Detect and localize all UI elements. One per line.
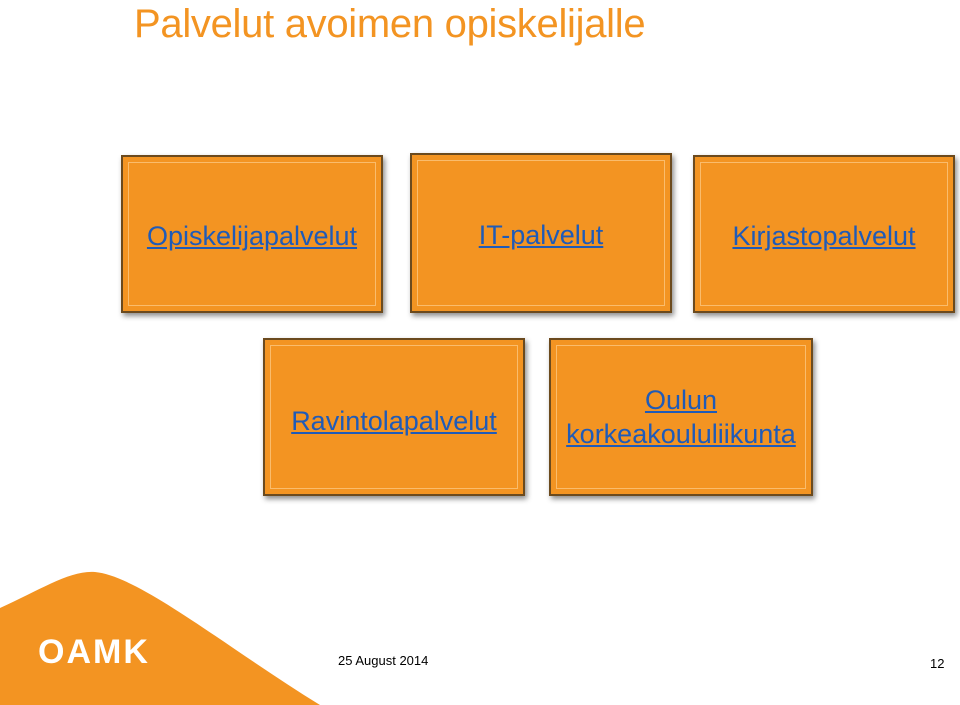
link-korkeakoululiikunta[interactable]	[566, 383, 796, 451]
tile-kirjastopalvelut[interactable]	[693, 155, 955, 313]
tile-label: Opiskelijapalvelut	[146, 221, 358, 251]
oamk-logo: OAMK	[38, 633, 150, 671]
tile-label: Kirjastopalvelut	[732, 221, 916, 251]
tile-opiskelijapalvelut[interactable]	[121, 155, 383, 313]
tile-label-line-1: Oulun	[644, 385, 718, 415]
tile-label-line-2: korkeakoululiikunta	[566, 419, 796, 449]
tile-ravintolapalvelut[interactable]	[263, 338, 525, 496]
footer-date: 25 August 2014	[338, 653, 429, 668]
slide-title: Palvelut avoimen opiskelijalle	[134, 2, 646, 46]
link-opiskelijapalvelut[interactable]	[147, 219, 357, 253]
tile-label: IT-palvelut	[478, 220, 604, 250]
tile-label: Ravintolapalvelut	[291, 406, 497, 436]
link-ravintolapalvelut[interactable]	[291, 404, 497, 438]
tile-it-palvelut[interactable]	[410, 153, 672, 313]
page-number: 12	[930, 656, 945, 671]
tile-korkeakoululiikunta[interactable]	[549, 338, 813, 496]
link-kirjastopalvelut[interactable]	[732, 219, 915, 253]
link-it-palvelut[interactable]	[479, 218, 604, 252]
